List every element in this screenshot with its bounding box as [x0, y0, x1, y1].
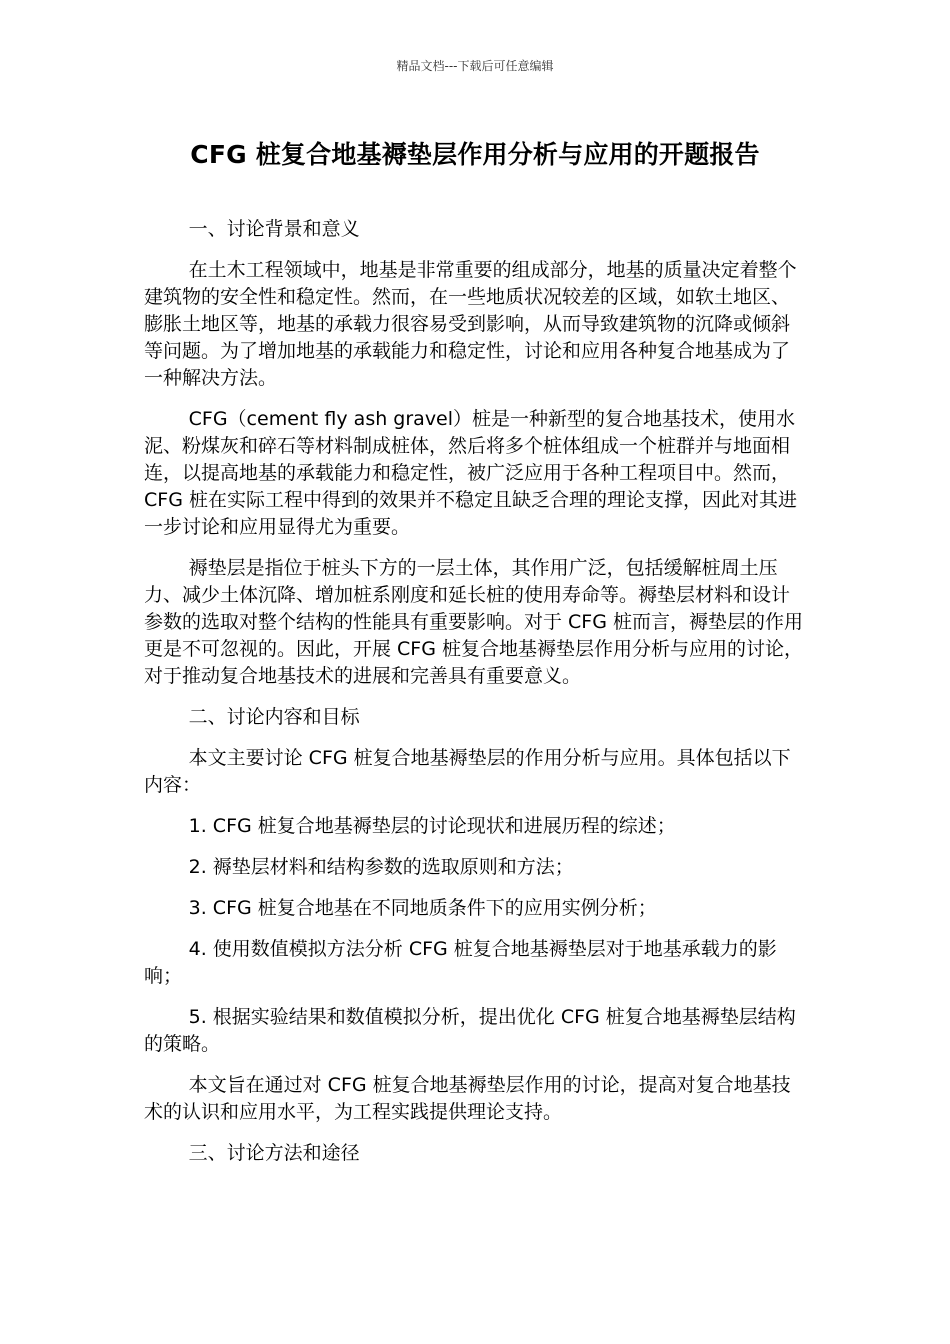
paragraph-content-intro: 本文主要讨论 CFG 桩复合地基褥垫层的作用分析与应用。具体包括以下内容： — [144, 747, 791, 796]
header-note: 精品文档---下载后可任意编辑 — [396, 59, 554, 73]
section-heading-methods: 三、讨论方法和途径 — [188, 1142, 360, 1164]
list-item-4: 4. 使用数值模拟方法分析 CFG 桩复合地基褥垫层对于地基承载力的影响； — [144, 938, 777, 987]
list-item-1: 1. CFG 桩复合地基褥垫层的讨论现状和进展历程的综述； — [188, 815, 676, 837]
paragraph-foundation-importance: 在土木工程领域中，地基是非常重要的组成部分，地基的质量决定着整个建筑物的安全性和稳定性。然而，在一些地质状况较差的区域，如软土地区、膨胀土地区等，地基的承载力很容易受到影响，从而导致建筑物的沉降或倾斜等问题。为了增加地基的承载能力和稳定性，讨论和应用各种复合地基成为了一种解决方法。 — [144, 259, 797, 389]
list-item-5: 5. 根据实验结果和数值模拟分析，提出优化 CFG 桩复合地基褥垫层结构的策略。 — [144, 1006, 796, 1055]
document-body — [144, 216, 808, 1181]
paragraph-cfg-introduction: CFG（cement fly ash gravel）桩是一种新型的复合地基技术，使用水泥、粉煤灰和碎石等材料制成桩体，然后将多个桩体组成一个桩群并与地面相连，以提高地基的承载能力和稳定性，被广泛应用于各种工程项目中。然而，CFG 桩在实际工程中得到的效果并不稳定且缺乏合理的理论支撑，因此对其进一步讨论和应用显得尤为重要。 — [144, 408, 797, 538]
section-heading-background: 一、讨论背景和意义 — [188, 218, 360, 240]
list-item-2: 2. 褥垫层材料和结构参数的选取原则和方法； — [188, 856, 574, 878]
paragraph-cushion-layer: 褥垫层是指位于桩头下方的一层土体，其作用广泛，包括缓解桩周土压力、减少土体沉降、增加桩系刚度和延长桩的使用寿命等。褥垫层材料和设计参数的选取对整个结构的性能具有重要影响。对于 CFG 桩而言，褥垫层的作用更是不可忽视的。因此，开展 CFG 桩复合地基褥垫层作用分析与应用的讨论，对于推动复合地基技术的进展和完善具有重要意义。 — [144, 557, 803, 687]
document-title: CFG 桩复合地基褥垫层作用分析与应用的开题报告 — [190, 140, 760, 169]
list-item-3: 3. CFG 桩复合地基在不同地质条件下的应用实例分析； — [188, 897, 657, 919]
paragraph-purpose: 本文旨在通过对 CFG 桩复合地基褥垫层作用的讨论，提高对复合地基技术的认识和应用水平，为工程实践提供理论支持。 — [144, 1074, 791, 1123]
section-heading-content-goals: 二、讨论内容和目标 — [188, 706, 360, 728]
